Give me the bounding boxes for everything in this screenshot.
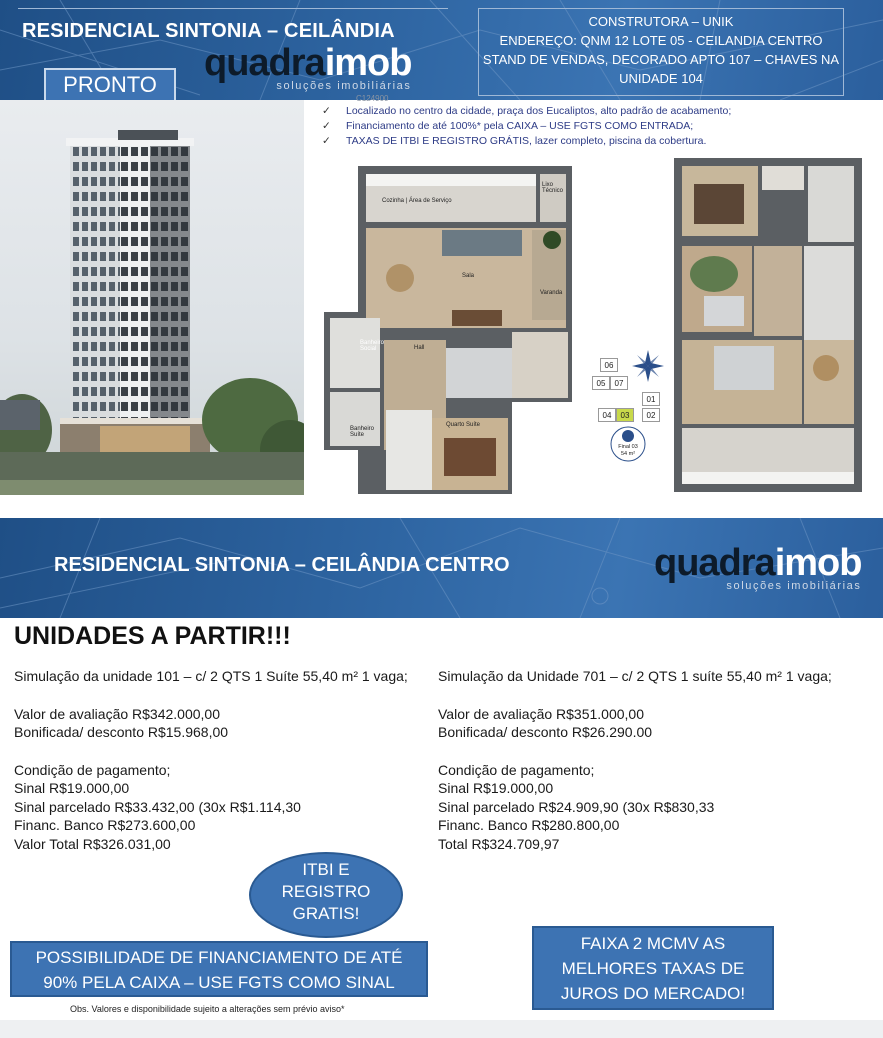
sim-total: Valor Total R$326.031,00 xyxy=(14,835,171,852)
logo-part-2: imob xyxy=(324,42,412,84)
info-line: STAND DE VENDAS, DECORADO APTO 107 – CHAVES NA xyxy=(482,52,840,67)
brand-logo xyxy=(654,544,861,592)
sim-bonificada: Bonificada/ desconto R$15.968,00 xyxy=(14,724,229,740)
plan-label-banheiro-social: Banheiro Social xyxy=(360,340,385,352)
unit-locator xyxy=(586,340,672,470)
floor-plan-2 xyxy=(674,156,862,494)
financing-callout xyxy=(10,941,428,997)
logo-part-1: quadra xyxy=(654,542,775,584)
info-line: ENDEREÇO: QNM 12 LOTE 05 - CEILANDIA CENTRO xyxy=(499,33,823,48)
sim-financ: Financ. Banco R$280.800,00 xyxy=(438,817,620,833)
itbi-badge xyxy=(249,852,403,938)
final-label-text: Final 03 xyxy=(618,444,638,450)
check-icon: ✓ xyxy=(322,105,331,117)
logo-part-1: quadra xyxy=(204,42,325,84)
unit-number: 04 xyxy=(598,408,616,422)
check-icon: ✓ xyxy=(322,120,331,132)
floor-plan-1 xyxy=(322,160,576,498)
itbi-line: REGISTRO xyxy=(281,882,371,901)
page-title: RESIDENCIAL SINTONIA – CEILÂNDIA xyxy=(22,20,395,42)
area-label-text: 54 m² xyxy=(620,451,636,457)
sim-title: Simulação da unidade 101 – c/ 2 QTS 1 Suíte 55,40 m² 1 vaga; xyxy=(14,668,408,684)
unit-number: 07 xyxy=(610,376,628,390)
title-rule xyxy=(18,8,448,9)
list-item-text: Localizado no centro da cidade, praça dos Eucaliptos, alto padrão de acabamento; xyxy=(346,105,732,117)
floor-plan-1-drawing xyxy=(322,160,576,498)
plan-label-banheiro-suite: Banheiro Suíte xyxy=(350,426,375,438)
logo-part-2: imob xyxy=(774,542,862,584)
list-item-text: Financiamento de até 100%* pela CAIXA – USE FGTS COMO ENTRADA; xyxy=(346,120,694,132)
info-line: CONSTRUTORA – UNIK xyxy=(588,14,734,29)
plan-label-quarto-suite: Quarto Suíte xyxy=(446,422,481,428)
sim-total: Total R$324.709,97 xyxy=(438,835,560,852)
unit-number: 06 xyxy=(600,358,618,372)
sim-title: Simulação da Unidade 701 – c/ 2 QTS 1 suíte 55,40 m² 1 vaga; xyxy=(438,668,832,684)
floor-plan-2-drawing xyxy=(674,156,862,494)
financing-line: POSSIBILIDADE DE FINANCIAMENTO DE ATÉ xyxy=(35,948,403,967)
status-badge: PRONTO xyxy=(44,68,176,100)
section-banner xyxy=(0,518,883,618)
feature-list xyxy=(322,104,731,149)
sim-avaliacao: Valor de avaliação R$351.000,00 xyxy=(438,705,645,722)
sim-sinal: Sinal R$19.000,00 xyxy=(14,780,130,796)
unit-number: 01 xyxy=(642,392,660,406)
top-banner xyxy=(0,0,883,100)
itbi-line: ITBI E xyxy=(302,860,350,879)
unit-final-label xyxy=(612,444,644,458)
building-illustration xyxy=(0,100,304,495)
building-render xyxy=(0,100,304,495)
sim-sinal-parcelado: Sinal parcelado R$24.909,90 (30x R$830,33 xyxy=(438,798,715,815)
plan-label-varanda: Varanda xyxy=(540,290,563,296)
mcmv-line: JUROS DO MERCADO! xyxy=(560,984,746,1003)
unit-number: 05 xyxy=(592,376,610,390)
mcmv-line: MELHORES TAXAS DE xyxy=(561,959,745,978)
builder-info xyxy=(478,8,844,96)
check-icon: ✓ xyxy=(322,135,331,147)
list-item xyxy=(322,134,731,149)
info-line: UNIDADE 104 xyxy=(619,71,703,86)
plan-label-lixo: Lixo Técnico xyxy=(542,182,564,194)
mcmv-callout xyxy=(532,926,774,1010)
simulation-right xyxy=(438,667,848,853)
plan-label-sala: Sala xyxy=(462,273,475,279)
brand-logo xyxy=(204,44,411,92)
financing-line: 90% PELA CAIXA – USE FGTS COMO SINAL xyxy=(43,973,395,992)
bottom-strip xyxy=(0,1020,883,1038)
list-item xyxy=(322,119,731,134)
list-item xyxy=(322,104,731,119)
registration-stamp: C124900 xyxy=(356,94,389,103)
sim-sinal-parcelado: Sinal parcelado R$33.432,00 (30x R$1.114,30 xyxy=(14,798,301,815)
sim-avaliacao: Valor de avaliação R$342.000,00 xyxy=(14,705,221,722)
unit-number: 02 xyxy=(642,408,660,422)
itbi-line: GRATIS! xyxy=(292,904,360,923)
list-item-text: TAXAS DE ITBI E REGISTRO GRÁTIS, lazer completo, piscina da cobertura. xyxy=(346,135,707,147)
sim-condicao: Condição de pagamento; xyxy=(14,761,171,778)
sim-condicao: Condição de pagamento; xyxy=(438,761,595,778)
mcmv-line: FAIXA 2 MCMV AS xyxy=(580,934,726,953)
plan-label-hall: Hall xyxy=(414,345,425,351)
disclaimer: Obs. Valores e disponibilidade sujeito a alterações sem prévio aviso* xyxy=(70,1004,345,1014)
unit-number-highlighted: 03 xyxy=(616,408,634,422)
plan-label-kitchen: Cozinha | Área de Serviço xyxy=(382,198,452,204)
section-title: RESIDENCIAL SINTONIA – CEILÂNDIA CENTRO xyxy=(54,554,510,576)
headline: UNIDADES A PARTIR!!! xyxy=(14,622,291,650)
simulation-left xyxy=(14,667,424,853)
sim-bonificada: Bonificada/ desconto R$26.290.00 xyxy=(438,724,653,740)
logo-tagline: soluções imobiliárias xyxy=(726,580,862,592)
logo-tagline: soluções imobiliárias xyxy=(276,80,412,92)
sim-financ: Financ. Banco R$273.600,00 xyxy=(14,817,196,833)
sim-sinal: Sinal R$19.000,00 xyxy=(438,780,554,796)
